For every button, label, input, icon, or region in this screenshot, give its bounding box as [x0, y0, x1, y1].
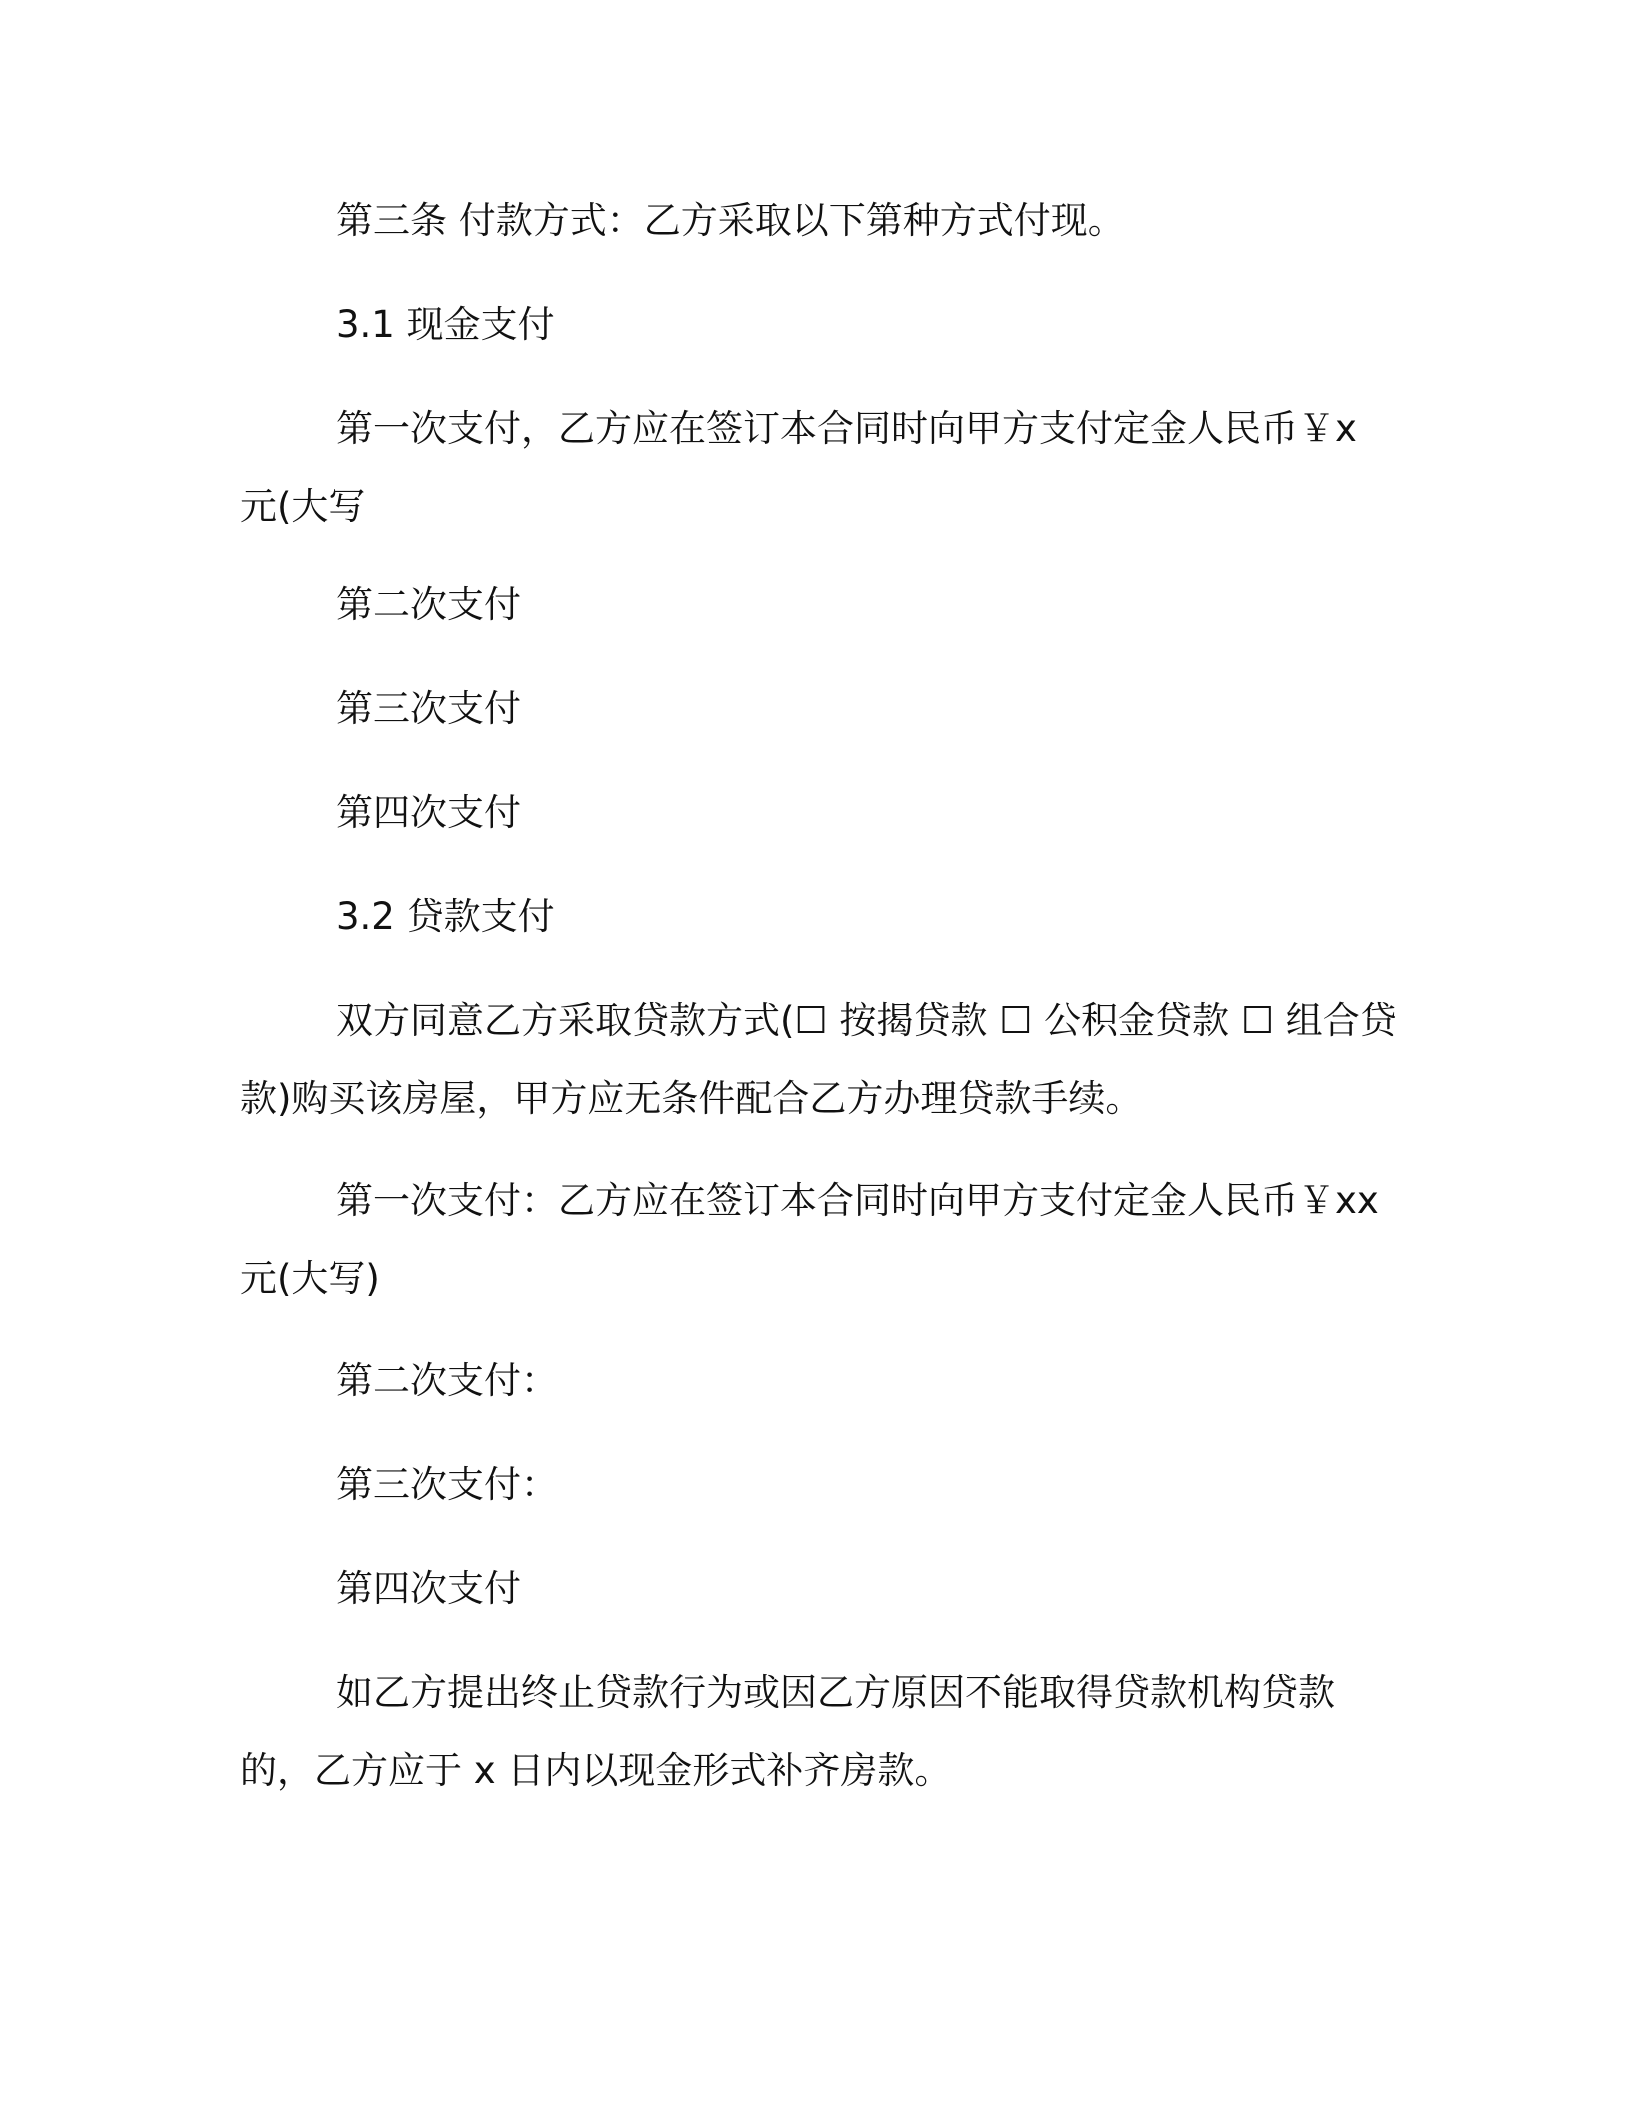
loan-fourth-payment: 第四次支付: [336, 1567, 521, 1610]
section-3-1-heading: 3.1 现金支付: [336, 303, 555, 346]
cash-fourth-payment: 第四次支付: [336, 791, 521, 834]
article-3-heading: 第三条 付款方式：乙方采取以下第种方式付现。: [336, 199, 1125, 242]
section-3-2-heading: 3.2 贷款支付: [336, 895, 555, 938]
loan-third-payment: 第三次支付：: [336, 1463, 558, 1506]
loan-method-clause: 双方同意乙方采取贷款方式(☐ 按揭贷款 ☐ 公积金贷款 ☐ 组合贷款)购买该房屋，甲方应无条件配合乙方办理贷款手续。: [240, 999, 1397, 1120]
cash-first-payment: 第一次支付，乙方应在签订本合同时向甲方支付定金人民币￥x 元(大写: [240, 407, 1357, 528]
cash-second-payment: 第二次支付: [336, 583, 521, 626]
loan-first-payment: 第一次支付：乙方应在签订本合同时向甲方支付定金人民币￥xx 元(大写): [240, 1179, 1379, 1300]
loan-second-payment: 第二次支付：: [336, 1359, 558, 1402]
loan-termination-clause: 如乙方提出终止贷款行为或因乙方原因不能取得贷款机构贷款的，乙方应于 x 日内以现金形式补齐房款。: [240, 1671, 1335, 1792]
cash-third-payment: 第三次支付: [336, 687, 521, 730]
